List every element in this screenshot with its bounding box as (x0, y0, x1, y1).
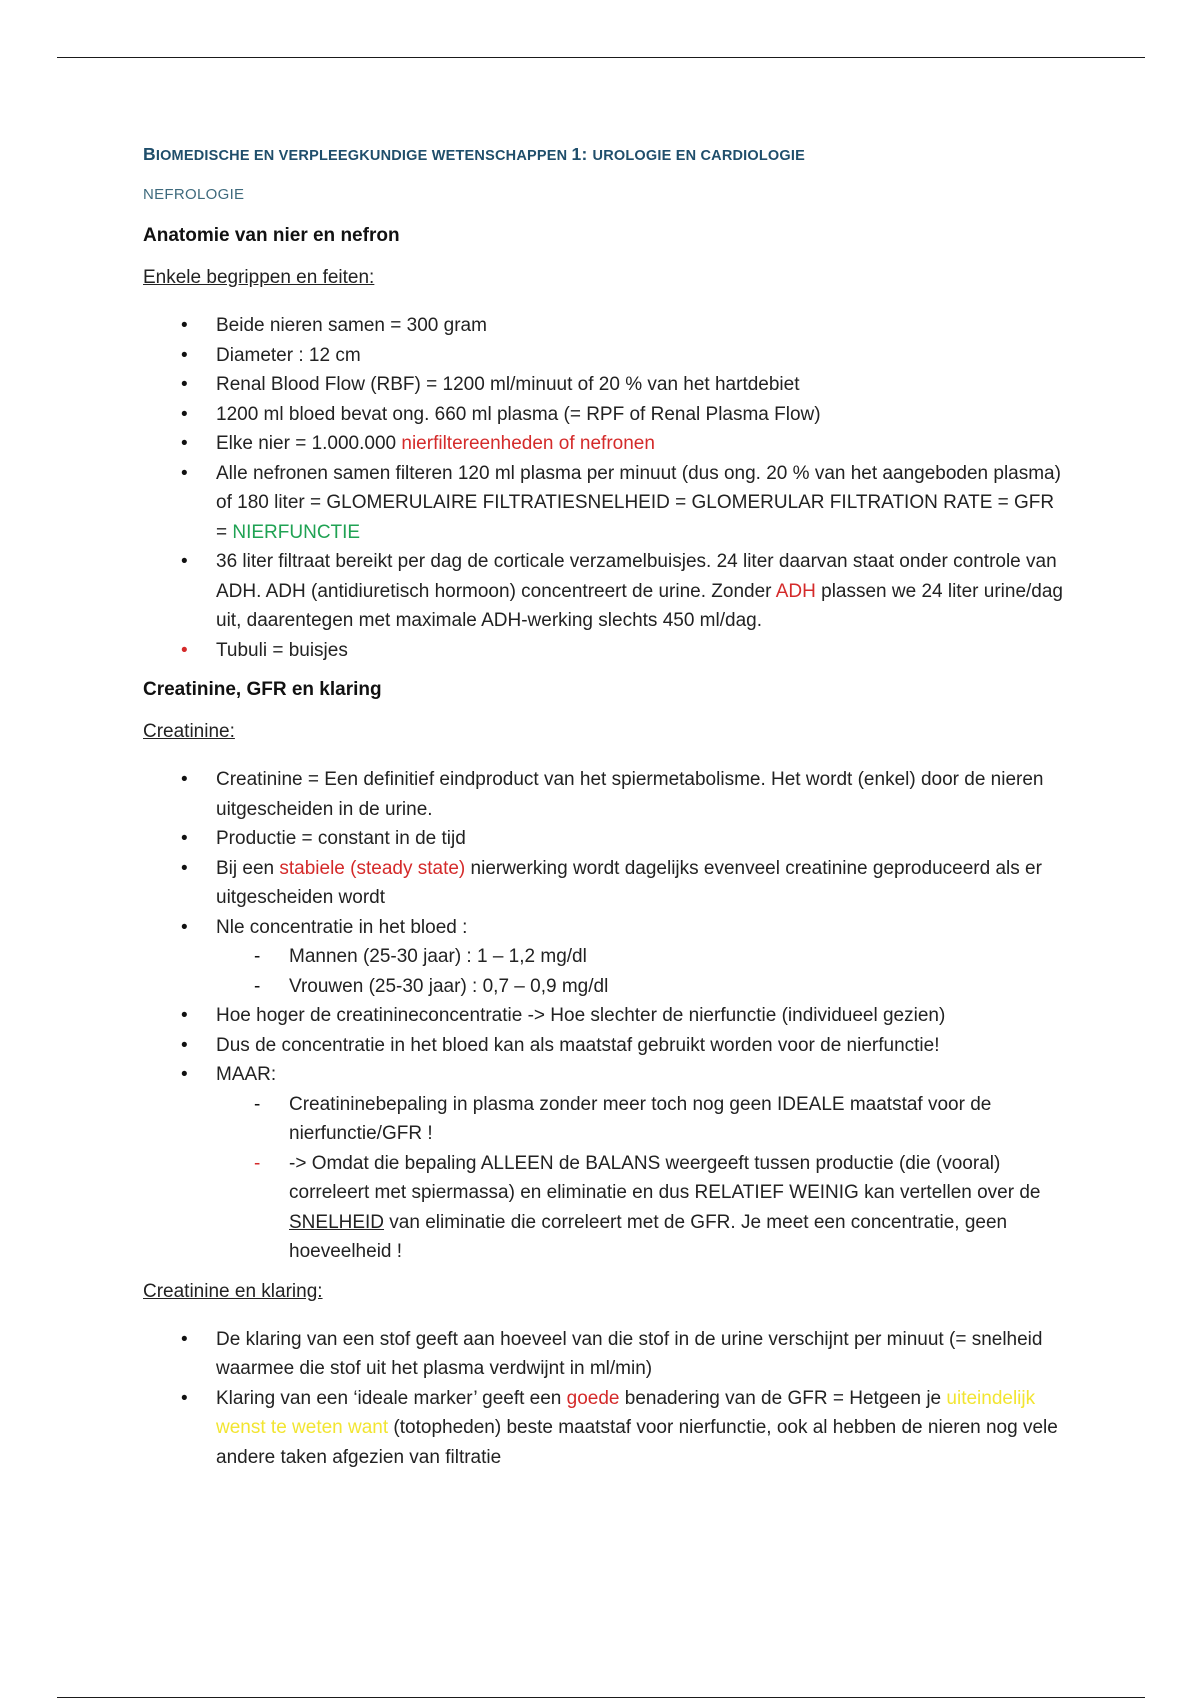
course-title: BIOMEDISCHE EN VERPLEEGKUNDIGE WETENSCHAPPEN 1: UROLOGIE EN CARDIOLOGIE (143, 144, 805, 164)
list-item: • Renal Blood Flow (RBF) = 1200 ml/minuut of 20 % van het hartdebiet (143, 370, 1063, 400)
list-item: • Diameter : 12 cm (143, 341, 1063, 371)
bottom-rule (57, 1697, 1145, 1698)
facts-list (143, 311, 1063, 665)
sub-list-item: - Vrouwen (25-30 jaar) : 0,7 – 0,9 mg/dl (143, 972, 1063, 1002)
creatinine-list (143, 765, 1063, 1267)
section-label: NEFROLOGIE (143, 186, 245, 203)
list-item: • De klaring van een stof geeft aan hoeveel van die stof in de urine verschijnt per minuut (= snelheid waarmee die stof uit het plasma verdwijnt in ml/min) (143, 1325, 1063, 1384)
list-item: • Elke nier = 1.000.000 nierfiltereenheden of nefronen (143, 429, 1063, 459)
heading-creatinine: Creatinine, GFR en klaring (143, 679, 382, 700)
top-rule (57, 57, 1145, 58)
document-page (143, 144, 1063, 1486)
list-item: • 36 liter filtraat bereikt per dag de corticale verzamelbuisjes. 24 liter daarvan staat onder controle van ADH. ADH (antidiuretisch hormoon) concentreert de urine. Zonder ADH plassen we 24 liter urine/dag uit, daarentegen met maximale ADH-werking slechts 450 ml/dag. (143, 547, 1063, 636)
heading-anatomy: Anatomie van nier en nefron (143, 225, 400, 246)
list-item: • Dus de concentratie in het bloed kan als maatstaf gebruikt worden voor de nierfunctie! (143, 1031, 1063, 1061)
list-item: • Bij een stabiele (steady state) nierwerking wordt dagelijks evenveel creatinine geproduceerd als er uitgescheiden wordt (143, 854, 1063, 913)
subheading-facts: Enkele begrippen en feiten: (143, 267, 375, 288)
list-item: • Nle concentratie in het bloed : - Mannen (25-30 jaar) : 1 – 1,2 mg/dl - Vrouwen (25-30 jaar) : 0,7 – 0,9 mg/dl (143, 913, 1063, 1002)
list-item: • Creatinine = Een definitief eindproduct van het spiermetabolisme. Het wordt (enkel) door de nieren uitgescheiden in de urine. (143, 765, 1063, 824)
sub-list-item: - -> Omdat die bepaling ALLEEN de BALANS weergeeft tussen productie (die (vooral) correleert met spiermassa) en eliminatie en dus RELATIEF WEINIG kan vertellen over de SNELHEID van eliminatie die correleert met de GFR. Je meet een concentratie, geen hoeveelheid ! (143, 1149, 1063, 1267)
clearance-list (143, 1325, 1063, 1473)
list-item: • Productie = constant in de tijd (143, 824, 1063, 854)
subheading-clearance: Creatinine en klaring: (143, 1280, 323, 1302)
list-item: • Beide nieren samen = 300 gram (143, 311, 1063, 341)
sub-list (143, 1090, 1063, 1267)
list-item: • Tubuli = buisjes (143, 636, 1063, 666)
subheading-creatinine: Creatinine: (143, 721, 235, 742)
sub-list-item: - Creatininebepaling in plasma zonder meer toch nog geen IDEALE maatstaf voor de nierfunctie/GFR ! (143, 1090, 1063, 1149)
list-item: • Hoe hoger de creatinineconcentratie -> Hoe slechter de nierfunctie (individueel gezien) (143, 1001, 1063, 1031)
sub-list (143, 942, 1063, 1001)
list-item: • Alle nefronen samen filteren 120 ml plasma per minuut (dus ong. 20 % van het aangeboden plasma) of 180 liter = GLOMERULAIRE FILTRATIESNELHEID = GLOMERULAR FILTRATION RATE = GFR = NIERFUNCTIE (143, 459, 1063, 548)
list-item: • Klaring van een ‘ideale marker’ geeft een goede benadering van de GFR = Hetgeen je uiteindelijk wenst te weten want (totopheden) beste maatstaf voor nierfunctie, ook al hebben de nieren nog vele andere taken afgezien van filtratie (143, 1384, 1063, 1473)
list-item: • MAAR: - Creatininebepaling in plasma zonder meer toch nog geen IDEALE maatstaf voor de nierfunctie/GFR ! - -> Omdat die bepaling ALLEEN de BALANS weergeeft tussen productie (die (vooral) correleert met spiermassa) en eliminatie en dus RELATIEF WEINIG kan vertellen over de SNELHEID van eliminatie die correleert met de GFR. Je meet een concentratie, geen hoeveelheid ! (143, 1060, 1063, 1267)
sub-list-item: - Mannen (25-30 jaar) : 1 – 1,2 mg/dl (143, 942, 1063, 972)
list-item: • 1200 ml bloed bevat ong. 660 ml plasma (= RPF of Renal Plasma Flow) (143, 400, 1063, 430)
